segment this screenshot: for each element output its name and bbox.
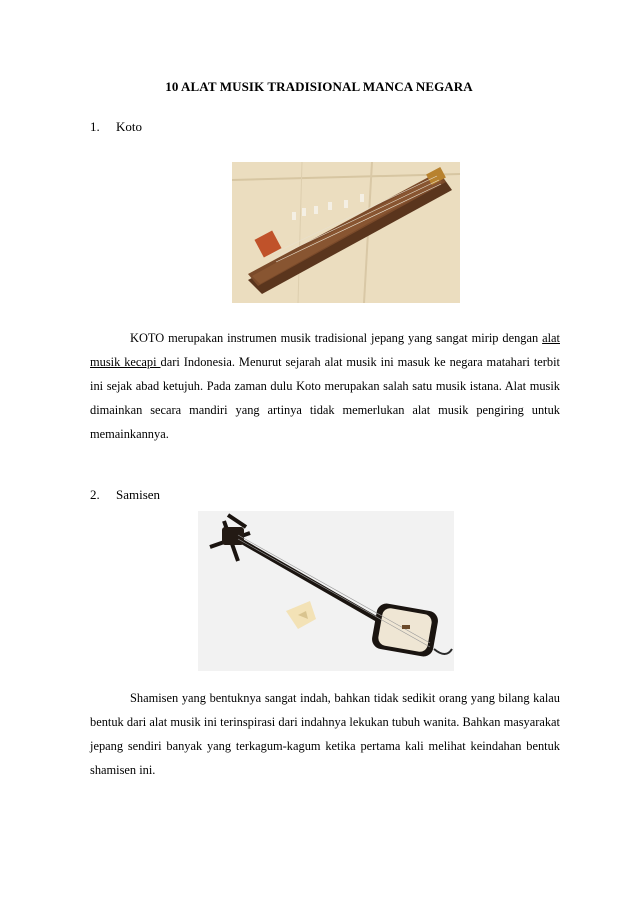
section-heading-samisen (90, 487, 160, 503)
section-number: 1. (90, 119, 100, 134)
section-heading-koto (90, 119, 142, 135)
document-title: 10 ALAT MUSIK TRADISIONAL MANCA NEGARA (165, 79, 473, 94)
koto-paragraph-text-a: KOTO merupakan instrumen musik tradisional jepang yang sangat mirip dengan (130, 331, 543, 345)
section-name: Koto (116, 119, 142, 134)
kecapi-link[interactable]: alat musik kecapi (90, 331, 560, 369)
samisen-paragraph-text: Shamisen yang bentuknya sangat indah, bahkan tidak sedikit orang yang bilang kalau bentuk dari alat musik ini terinspirasi dari indahnya lekukan tubuh wanita. Bahkan masyarakat jepang sendiri banyak yang terkagum-kagum ketika pertama kali melihat keindahan bentuk shamisen ini. (90, 691, 560, 777)
koto-paragraph (90, 326, 560, 446)
section-number: 2. (90, 487, 100, 502)
koto-image (232, 162, 460, 303)
section-name: Samisen (116, 487, 161, 502)
samisen-paragraph (90, 686, 560, 782)
koto-paragraph-text-b: dari Indonesia. Menurut sejarah alat musik ini masuk ke negara matahari terbit ini sejak abad ketujuh. Pada zaman dulu Koto merupakan salah satu musik istana. Alat musik dimainkan secara mandiri yang artinya tidak memerlukan alat musik pengiring untuk memainkannya. (90, 355, 560, 441)
samisen-image (198, 511, 454, 671)
